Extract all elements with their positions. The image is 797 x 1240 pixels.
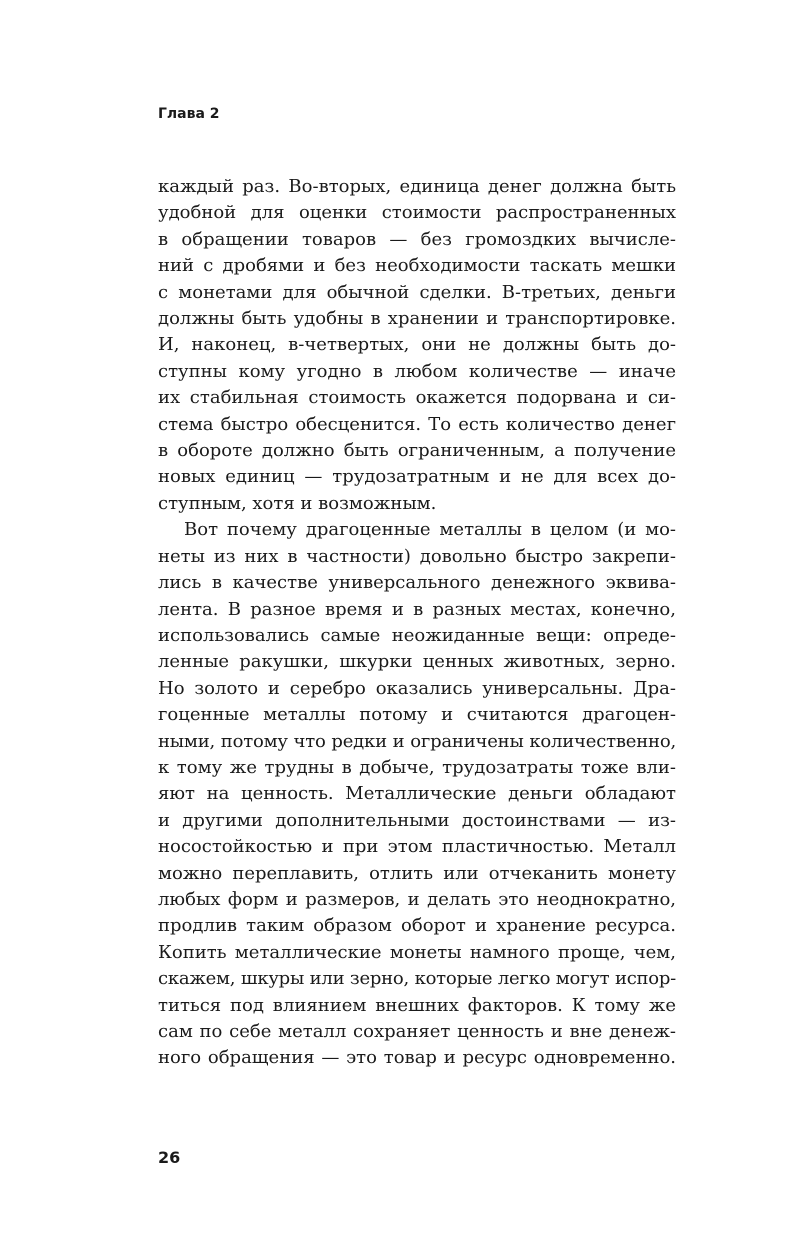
text-line: носостойкостью и при этом пластичностью. Металл	[158, 836, 676, 858]
text-line: с монетами для обычной сделки. В-третьих, деньги	[158, 281, 676, 303]
text-line: ленные ракушки, шкурки ценных животных, зерно.	[158, 651, 676, 673]
text-line: стема быстро обесценится. То есть количество денег	[158, 413, 676, 435]
text-line: и другими дополнительными достоинствами — из-	[158, 809, 676, 831]
text-line: к тому же трудны в добыче, трудозатраты тоже вли-	[158, 756, 676, 778]
text-line: ний с дробями и без необходимости таскать мешки	[158, 255, 676, 277]
text-line: использовались самые неожиданные вещи: опреде-	[158, 624, 676, 646]
body-text	[158, 174, 676, 1072]
text-line: Но золото и серебро оказались универсальны. Дра-	[158, 677, 676, 699]
text-line: ступны кому угодно в любом количестве — иначе	[158, 360, 676, 382]
text-line: лись в качестве универсального денежного эквива-	[158, 572, 676, 594]
text-line: лента. В разное время и в разных местах, конечно,	[158, 598, 676, 620]
text-line: Вот почему драгоценные металлы в целом (и мо-	[184, 519, 676, 541]
text-line: ступным, хотя и возможным.	[158, 492, 437, 514]
text-line: яют на ценность. Металлические деньги обладают	[158, 783, 676, 805]
paragraph-1	[158, 174, 676, 517]
text-line: неты из них в частности) довольно быстро закрепи-	[158, 545, 676, 567]
page-number: 26	[158, 1148, 181, 1167]
chapter-heading: Глава 2	[158, 106, 220, 122]
text-line: должны быть удобны в хранении и транспортировке.	[158, 308, 676, 330]
text-line: любых форм и размеров, и делать это неоднократно,	[158, 888, 676, 910]
text-line: продлив таким образом оборот и хранение ресурса.	[158, 915, 676, 937]
text-line: ными, потому что редки и ограничены количественно,	[158, 730, 676, 752]
text-line: удобной для оценки стоимости распространенных	[158, 202, 676, 224]
paragraph-2	[158, 517, 676, 1072]
text-line: ного обращения — это товар и ресурс одновременно.	[158, 1047, 676, 1069]
text-line: сам по себе металл сохраняет ценность и вне денеж-	[158, 1021, 676, 1042]
text-line: титься под влиянием внешних факторов. К тому же	[158, 994, 676, 1016]
text-line: каждый раз. Во-вторых, единица денег должна быть	[158, 176, 676, 197]
text-line: И, наконец, в-четвертых, они не должны быть до-	[158, 334, 676, 356]
text-line: новых единиц — трудозатратным и не для всех до-	[158, 466, 676, 488]
text-line: в обороте должно быть ограниченным, а получение	[158, 440, 676, 462]
text-line: гоценные металлы потому и считаются драгоцен-	[158, 704, 676, 726]
text-line: можно переплавить, отлить или отчеканить монету	[158, 862, 676, 884]
text-line: скажем, шкуры или зерно, которые легко могут испор-	[158, 968, 676, 990]
text-line: в обращении товаров — без громоздких вычисле-	[158, 228, 676, 250]
text-line: их стабильная стоимость окажется подорвана и си-	[158, 387, 676, 409]
text-line: Копить металлические монеты намного проще, чем,	[158, 941, 676, 963]
